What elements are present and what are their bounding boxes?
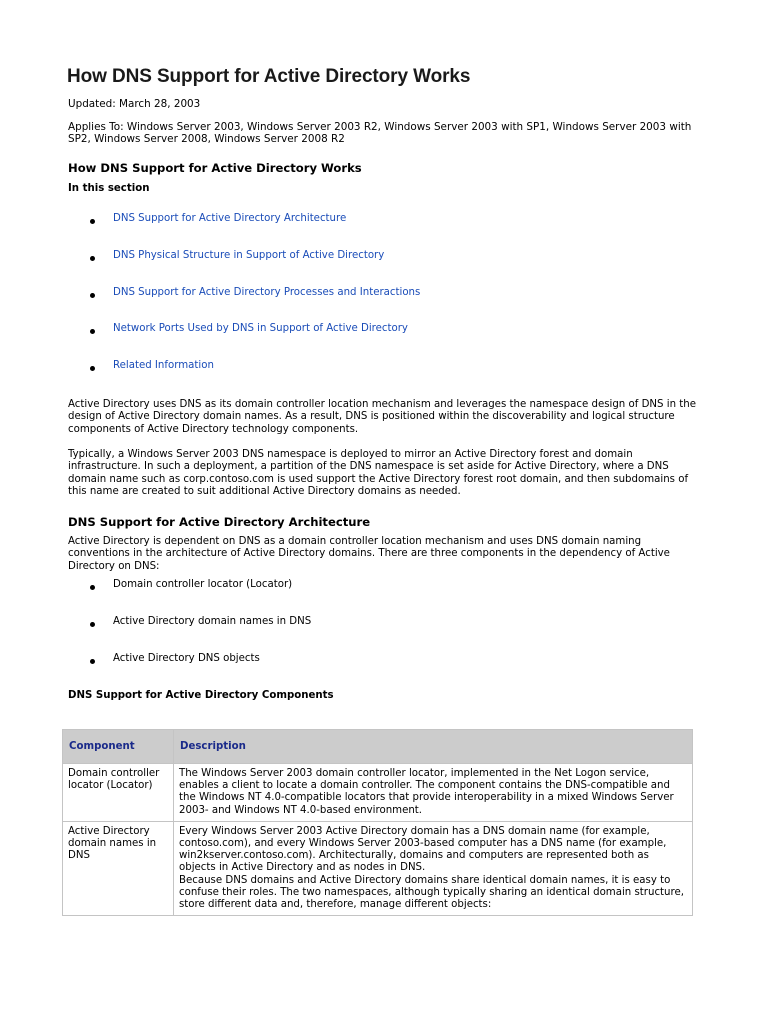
column-header-component: Component <box>63 730 174 764</box>
page-title: How DNS Support for Active Directory Works <box>67 66 471 87</box>
bullet-icon <box>90 293 95 298</box>
component-item: Domain controller locator (Locator) <box>113 579 293 590</box>
bullet-icon <box>90 329 95 334</box>
table-cell-component: Active Directory domain names in DNS <box>63 821 174 915</box>
bullet-icon <box>90 366 95 371</box>
bullet-icon <box>90 256 95 261</box>
component-item: Active Directory domain names in DNS <box>113 616 312 627</box>
updated-date: Updated: March 28, 2003 <box>68 98 201 110</box>
table-row <box>63 764 693 822</box>
section-heading: How DNS Support for Active Directory Works <box>68 161 362 175</box>
table-cell-description <box>174 821 693 915</box>
bullet-icon <box>90 219 95 224</box>
component-item: Active Directory DNS objects <box>113 653 260 664</box>
table-title: DNS Support for Active Directory Components <box>68 690 334 701</box>
toc-link-physical-structure[interactable]: DNS Physical Structure in Support of Active Directory <box>113 250 385 261</box>
bullet-icon <box>90 585 95 590</box>
bullet-icon <box>90 659 95 664</box>
architecture-paragraph: Active Directory is dependent on DNS as a domain controller location mechanism and uses DNS domain naming conventions in the architecture of Active Directory domains. There are three components in the dependency of Active Directory on DNS: <box>68 536 670 572</box>
description-text: Every Windows Server 2003 Active Directory domain has a DNS domain name (for example, contoso.com), and every Windows Server 2003-based computer has a DNS name (for example, win2kserver.contoso.com). Architecturally, domains and computers are represented both as objects in Active Directory and as nodes in DNS. <box>179 825 667 874</box>
table-cell-description: The Windows Server 2003 domain controller locator, implemented in the Net Logon service, enables a client to locate a domain controller. The component contains the DNS-compatible and the Windows NT 4.0-compatible locators that provide interoperability in a mixed Windows Server 2003- and Windows NT 4.0-based environment. <box>174 764 693 822</box>
intro-paragraph: Active Directory uses DNS as its domain controller location mechanism and leverages the namespace design of DNS in the design of Active Directory domain names. As a result, DNS is positioned within the discoverability and logical structure components of Active Directory technology components. <box>68 399 696 435</box>
table-cell-component: Domain controller locator (Locator) <box>63 764 174 822</box>
architecture-heading: DNS Support for Active Directory Architecture <box>68 515 371 529</box>
table-header-row <box>63 730 693 764</box>
toc-link-related-information[interactable]: Related Information <box>113 360 214 371</box>
toc-link-architecture[interactable]: DNS Support for Active Directory Architecture <box>113 213 347 224</box>
components-table <box>62 729 693 916</box>
namespace-paragraph: Typically, a Windows Server 2003 DNS namespace is deployed to mirror an Active Directory forest and domain infrastructure. In such a deployment, a partition of the DNS namespace is set aside for Active Directory, where a DNS domain name such as corp.contoso.com is used support the Active Directory forest root domain, and then subdomains of this name are created to suit additional Active Directory domains as needed. <box>68 449 689 498</box>
toc-link-network-ports[interactable]: Network Ports Used by DNS in Support of Active Directory <box>113 323 408 334</box>
bullet-icon <box>90 622 95 627</box>
description-text-continued: Because DNS domains and Active Directory domains share identical domain names, it is easy to confuse their roles. The two namespaces, although typically sharing an identical domain structure, store different data and, therefore, manage different objects: <box>179 874 684 911</box>
toc-link-processes[interactable]: DNS Support for Active Directory Processes and Interactions <box>113 287 421 298</box>
table-row <box>63 821 693 915</box>
applies-to: Applies To: Windows Server 2003, Windows Server 2003 R2, Windows Server 2003 with SP1, Windows Server 2003 with SP2, Windows Server 2008, Windows Server 2008 R2 <box>68 121 692 146</box>
column-header-description: Description <box>174 730 693 764</box>
in-this-section-label: In this section <box>68 183 150 194</box>
